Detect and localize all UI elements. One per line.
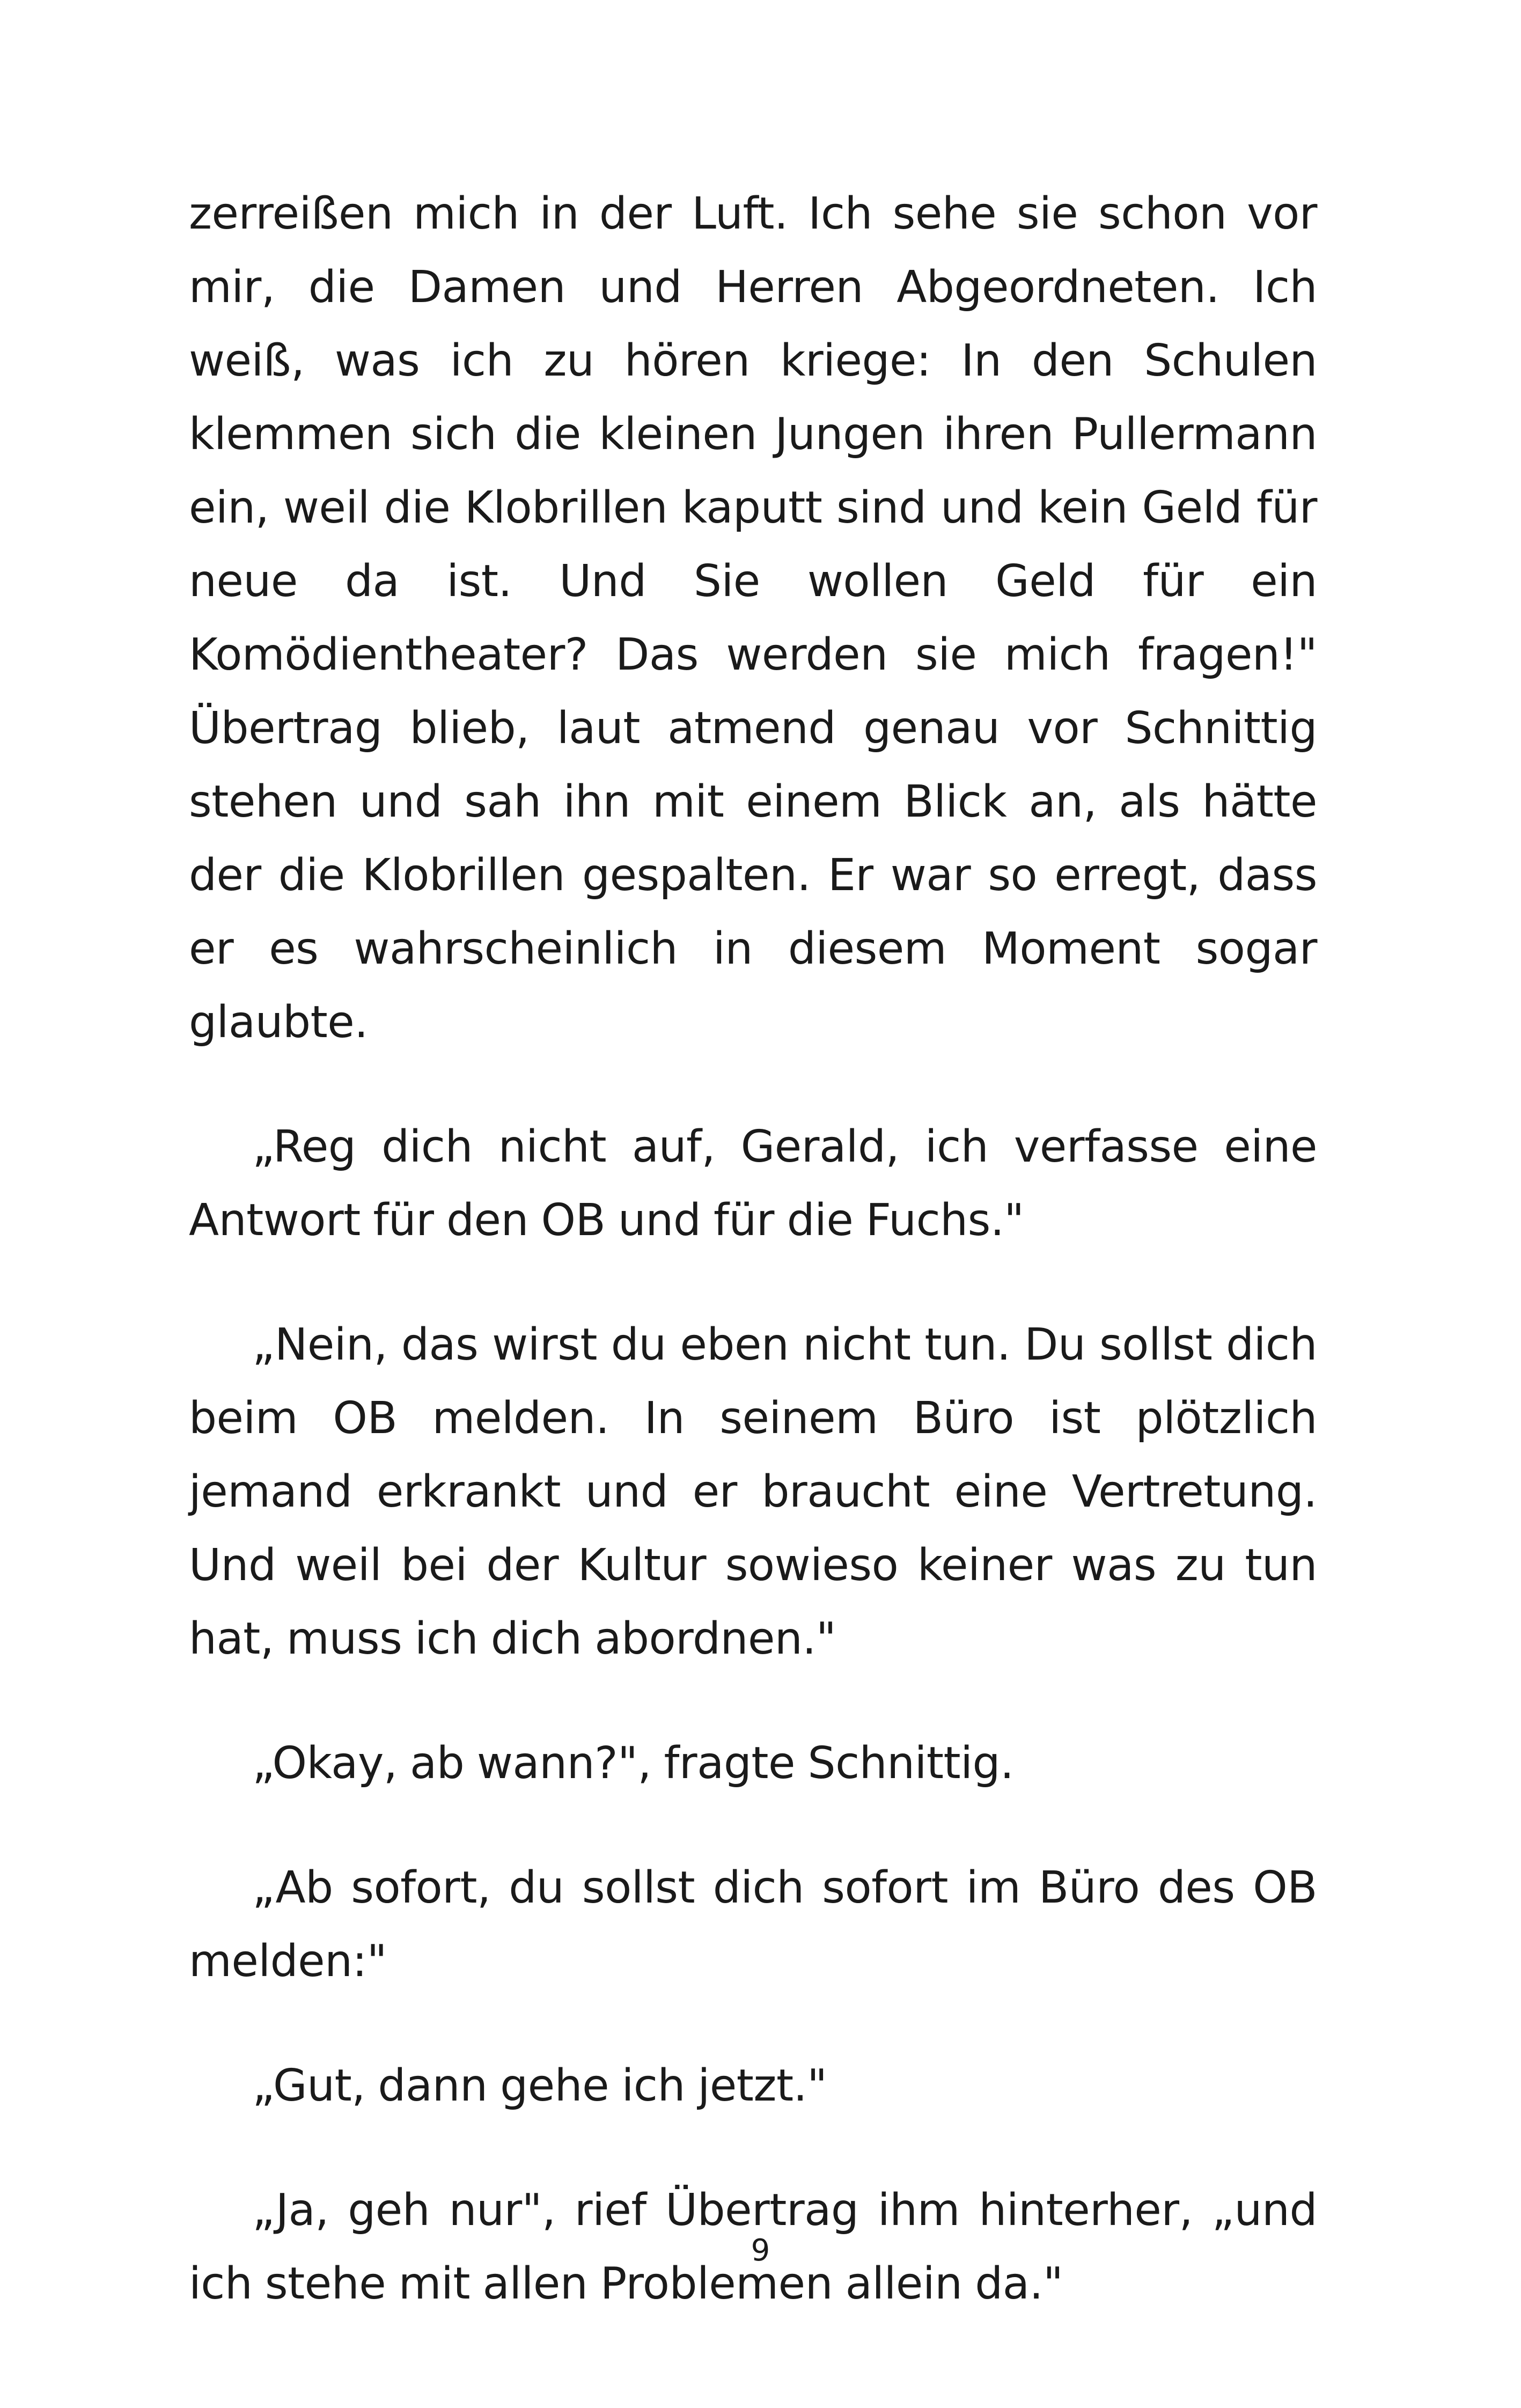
paragraph-2: „Reg dich nicht auf, Gerald, ich verfasse eine Antwort für den OB und für die Fuchs." — [189, 1121, 1317, 1246]
paragraph-3: „Nein, das wirst du eben nicht tun. Du sollst dich beim OB melden. In seinem Büro ist plötzlich jemand erkrankt und er braucht eine Vertretung. Und weil bei der Kultur sowieso keiner was zu tun hat, muss ich dich abordnen." — [189, 1319, 1317, 1664]
paragraph-4: „Okay, ab wann?", fragte Schnittig. — [252, 1738, 1014, 1789]
paragraph-5: „Ab sofort, du sollst dich sofort im Büro des OB melden:" — [189, 1862, 1317, 1987]
page-number: 9 — [751, 2233, 770, 2268]
paragraph-1: zerreißen mich in der Luft. Ich sehe sie schon vor mir, die Damen und Herren Abgeordneten. Ich weiß, was ich zu hören kriege: In den Schulen klemmen sich die kleinen Jungen ihren Pullermann ein, weil die Klobrillen kaputt sind und kein Geld für neue da ist. Und Sie wollen Geld für ein Komödientheater? Das werden sie mich fragen!" Übertrag blieb, laut atmend genau vor Schnittig stehen und sah ihn mit einem Blick an, als hätte der die Klobrillen gespalten. Er war so erregt, dass er es wahrscheinlich in diesem Moment sogar glaubte. — [189, 188, 1317, 1048]
body-text — [189, 177, 1317, 2321]
paragraph-7: „Ja, geh nur", rief Übertrag ihm hinterher, „und ich stehe mit allen Problemen allein da." — [189, 2185, 1317, 2309]
paragraph-6: „Gut, dann gehe ich jetzt." — [252, 2060, 827, 2111]
